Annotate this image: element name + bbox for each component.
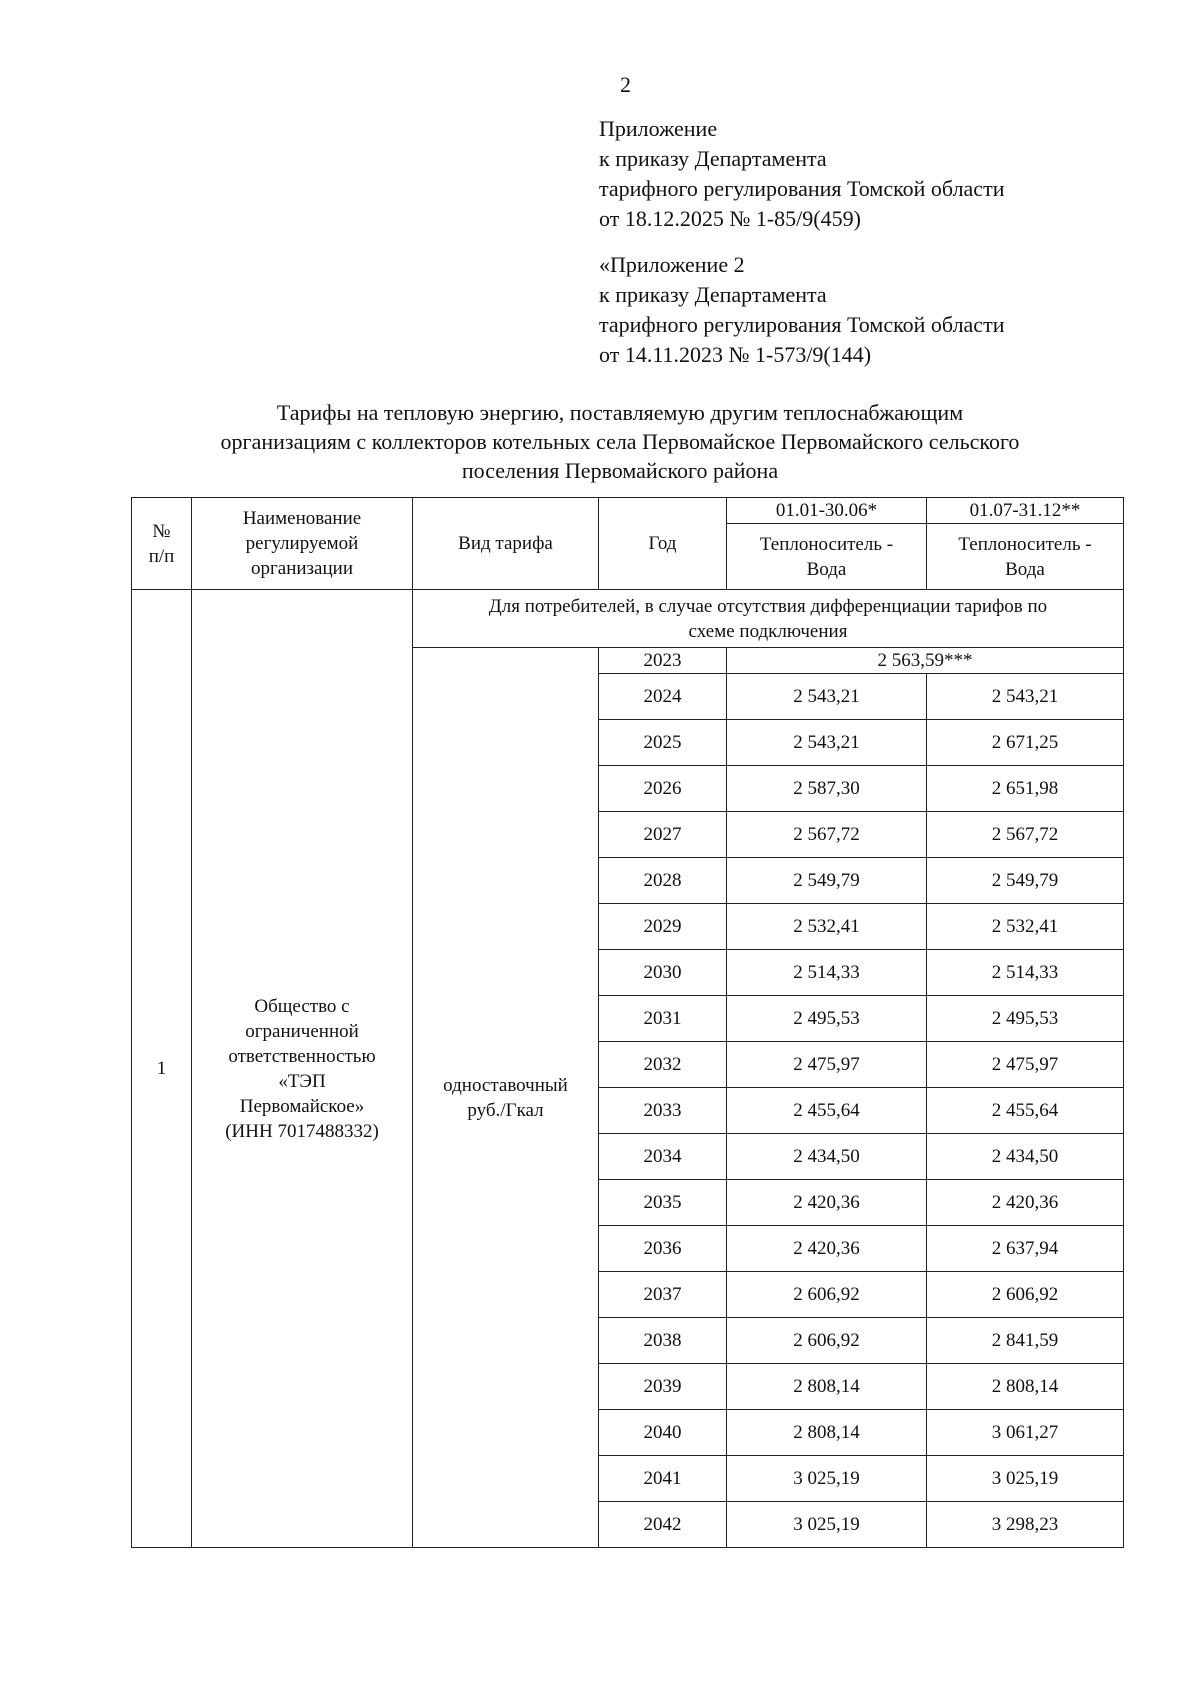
tariff-h1-cell: 2 567,72 — [727, 812, 927, 858]
year-cell: 2040 — [599, 1410, 727, 1456]
tariff-h2-cell: 2 543,21 — [927, 674, 1124, 720]
tariff-h1-cell: 2 434,50 — [727, 1134, 927, 1180]
tariff-h1-cell: 2 543,21 — [727, 720, 927, 766]
year-cell: 2033 — [599, 1088, 727, 1134]
tariff-h2-cell: 2 606,92 — [927, 1272, 1124, 1318]
document-title — [130, 398, 1110, 485]
tariff-h2-cell: 2 841,59 — [927, 1318, 1124, 1364]
row-number-cell: 1 — [132, 590, 192, 1548]
tariff-h1-cell: 2 475,97 — [727, 1042, 927, 1088]
header-period-2: 01.07-31.12** — [927, 498, 1124, 524]
tariff-h2-cell: 3 025,19 — [927, 1456, 1124, 1502]
tariff-h2-cell: 2 567,72 — [927, 812, 1124, 858]
title-line: поселения Первомайского района — [461, 458, 779, 483]
tariff-h1-cell: 2 532,41 — [727, 904, 927, 950]
header-carrier-2: Теплоноситель - Вода — [927, 524, 1124, 590]
tariff-h1-cell: 2 808,14 — [727, 1410, 927, 1456]
year-cell: 2036 — [599, 1226, 727, 1272]
year-cell: 2032 — [599, 1042, 727, 1088]
appendix-line: к приказу Департамента — [599, 282, 827, 307]
tariff-h1-cell: 2 420,36 — [727, 1180, 927, 1226]
year-cell: 2037 — [599, 1272, 727, 1318]
year-cell: 2034 — [599, 1134, 727, 1180]
tariff-h2-cell: 2 637,94 — [927, 1226, 1124, 1272]
appendix-line: тарифного регулирования Томской области — [599, 312, 1005, 337]
header-carrier-1: Теплоноситель - Вода — [727, 524, 927, 590]
year-cell: 2038 — [599, 1318, 727, 1364]
consumer-group-cell: Для потребителей, в случае отсутствия дифференциации тарифов по схеме подключения — [413, 590, 1124, 648]
year-cell: 2027 — [599, 812, 727, 858]
year-cell: 2023 — [599, 648, 727, 674]
appendix-line: тарифного регулирования Томской области — [599, 176, 1005, 201]
year-cell: 2030 — [599, 950, 727, 996]
year-cell: 2031 — [599, 996, 727, 1042]
tariff-h2-cell: 2 651,98 — [927, 766, 1124, 812]
tariff-h2-cell: 2 808,14 — [927, 1364, 1124, 1410]
header-row — [132, 498, 1124, 524]
tariff-h1-cell: 2 420,36 — [727, 1226, 927, 1272]
appendix-line: к приказу Департамента — [599, 146, 827, 171]
tariff-h2-cell: 3 298,23 — [927, 1502, 1124, 1548]
year-cell: 2042 — [599, 1502, 727, 1548]
page-number: 2 — [620, 72, 631, 97]
tariff-h1-cell: 2 514,33 — [727, 950, 927, 996]
tariff-h2-cell: 2 420,36 — [927, 1180, 1124, 1226]
appendix-line: от 14.11.2023 № 1-573/9(144) — [599, 342, 872, 367]
tariff-kind-cell: одноставочный руб./Гкал — [413, 648, 599, 1548]
year-cell: 2041 — [599, 1456, 727, 1502]
header-organization: Наименование регулируемой организации — [192, 498, 413, 590]
tariff-table — [131, 497, 1124, 1548]
tariff-h1-cell: 2 808,14 — [727, 1364, 927, 1410]
tariff-h2-cell: 2 549,79 — [927, 858, 1124, 904]
header-number: № п/п — [132, 498, 192, 590]
tariff-h2-cell: 2 455,64 — [927, 1088, 1124, 1134]
tariff-h2-cell: 3 061,27 — [927, 1410, 1124, 1456]
appendix-current-order — [599, 114, 1004, 234]
tariff-h2-cell: 2 671,25 — [927, 720, 1124, 766]
tariff-h2-cell: 2 434,50 — [927, 1134, 1124, 1180]
consumer-group-row — [132, 590, 1124, 648]
first-year-value-cell: 2 563,59*** — [727, 648, 1124, 674]
tariff-h1-cell: 2 606,92 — [727, 1318, 927, 1364]
tariff-h1-cell: 3 025,19 — [727, 1502, 927, 1548]
title-line: организациям с коллекторов котельных села Первомайское Первомайского сельского — [220, 429, 1020, 454]
tariff-h2-cell: 2 532,41 — [927, 904, 1124, 950]
appendix-original-order — [599, 250, 1004, 370]
appendix-line: «Приложение 2 — [599, 252, 745, 277]
tariff-h2-cell: 2 514,33 — [927, 950, 1124, 996]
tariff-h1-cell: 2 587,30 — [727, 766, 927, 812]
year-cell: 2039 — [599, 1364, 727, 1410]
tariff-h1-cell: 2 495,53 — [727, 996, 927, 1042]
appendix-line: Приложение — [599, 116, 718, 141]
year-cell: 2024 — [599, 674, 727, 720]
year-cell: 2025 — [599, 720, 727, 766]
tariff-h1-cell: 2 455,64 — [727, 1088, 927, 1134]
header-period-1: 01.01-30.06* — [727, 498, 927, 524]
header-tariff-type: Вид тарифа — [413, 498, 599, 590]
tariff-h1-cell: 3 025,19 — [727, 1456, 927, 1502]
year-cell: 2026 — [599, 766, 727, 812]
year-cell: 2028 — [599, 858, 727, 904]
tariff-h2-cell: 2 495,53 — [927, 996, 1124, 1042]
header-year: Год — [599, 498, 727, 590]
year-cell: 2035 — [599, 1180, 727, 1226]
year-cell: 2029 — [599, 904, 727, 950]
title-line: Тарифы на тепловую энергию, поставляемую другим теплоснабжающим — [276, 400, 964, 425]
tariff-h1-cell: 2 606,92 — [727, 1272, 927, 1318]
tariff-h1-cell: 2 549,79 — [727, 858, 927, 904]
appendix-line: от 18.12.2025 № 1-85/9(459) — [599, 206, 861, 231]
organization-cell: Общество с ограниченной ответственностью «ТЭП Первомайское» (ИНН 7017488332) — [192, 590, 413, 1548]
tariff-h1-cell: 2 543,21 — [727, 674, 927, 720]
tariff-h2-cell: 2 475,97 — [927, 1042, 1124, 1088]
